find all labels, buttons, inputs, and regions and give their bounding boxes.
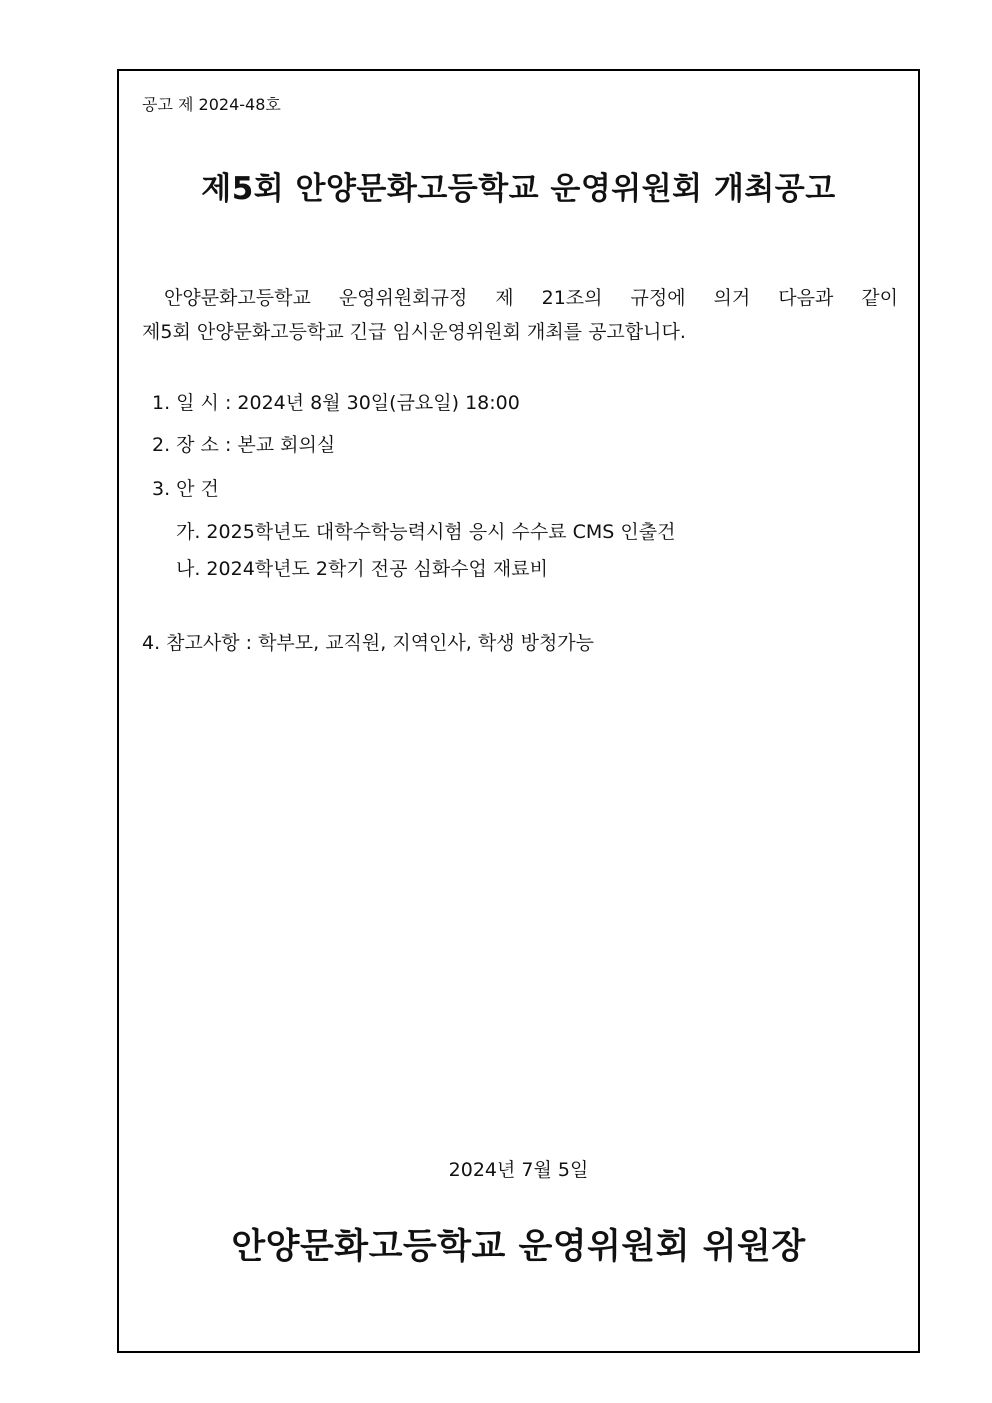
signature-line: 안양문화고등학교 운영위원회 위원장 [231, 1227, 806, 1267]
issue-date: 2024년 7월 5일 [448, 1159, 589, 1181]
agenda-item-a: 가. 2025학년도 대학수학능력시험 응시 수수료 CMS 인출건 [176, 521, 676, 543]
item-agenda-heading: 3. 안 건 [152, 478, 219, 500]
agenda-item-b: 나. 2024학년도 2학기 전공 심화수업 재료비 [176, 558, 548, 580]
intro-line-1: 안양문화고등학교 운영위원회규정 제 21조의 규정에 의거 다음과 같이 [164, 287, 898, 309]
item-place: 2. 장 소 : 본교 회의실 [152, 434, 336, 456]
notice-number: 공고 제 2024-48호 [142, 95, 281, 114]
intro-line-2: 제5회 안양문화고등학교 긴급 임시운영위원회 개최를 공고합니다. [142, 321, 686, 343]
item-note: 4. 참고사항 : 학부모, 교직원, 지역인사, 학생 방청가능 [142, 632, 595, 654]
item-datetime: 1. 일 시 : 2024년 8월 30일(금요일) 18:00 [152, 392, 520, 414]
document-title: 제5회 안양문화고등학교 운영위원회 개최공고 [201, 171, 836, 207]
